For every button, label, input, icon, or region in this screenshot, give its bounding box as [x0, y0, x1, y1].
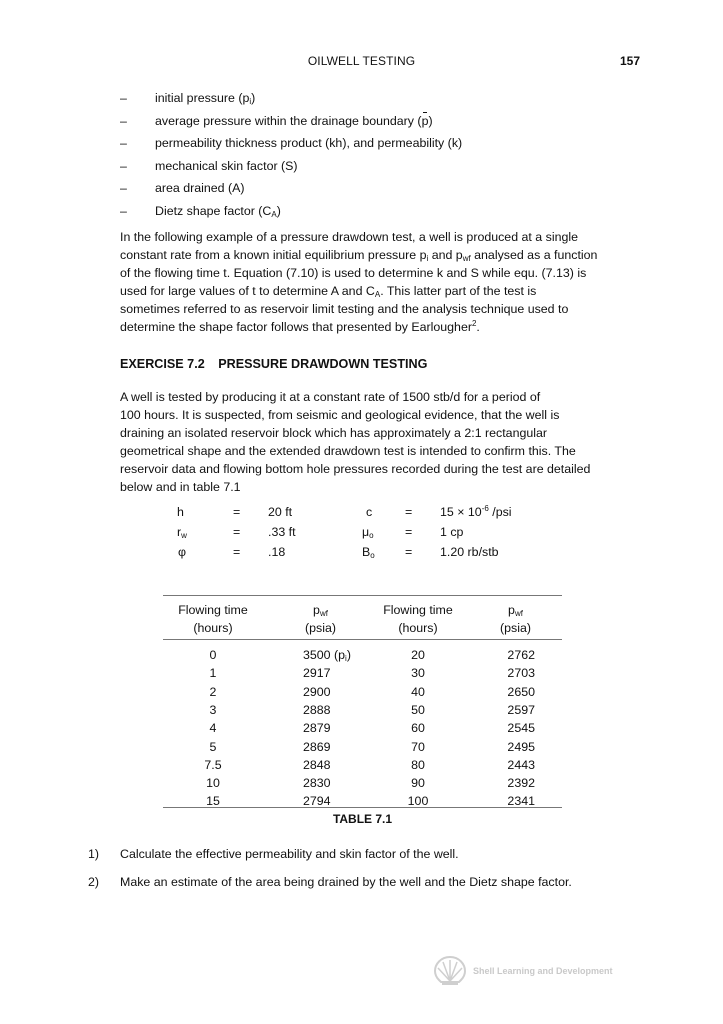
table-cell-time: 60: [411, 721, 425, 736]
header-line: Flowing time: [178, 603, 248, 617]
text-line: 100 hours. It is suspected, from seismic and geological evidence, that the well is: [120, 408, 560, 422]
table-cell-pwf: 2703: [507, 666, 535, 681]
text-span: . This latter part of the test is: [380, 284, 537, 298]
param-bo-symbol: [362, 542, 375, 562]
text-line: [120, 282, 640, 300]
question-text: Make an estimate of the area being drained by the well and the Dietz shape factor.: [120, 875, 572, 889]
subscript: o: [369, 531, 374, 540]
bullet-list: [120, 89, 660, 225]
table-cell-pwf: 2597: [507, 702, 535, 717]
header-line: (psia): [305, 621, 336, 635]
table-cell-pwf: 2443: [507, 757, 535, 772]
table-cell-pwf: 2341: [507, 794, 535, 809]
param-rw-equals: =: [233, 525, 241, 539]
intro-paragraph: [120, 228, 640, 336]
bullet-item-area: [120, 179, 660, 202]
col-header-pwf-1: [283, 601, 358, 637]
header-line: [478, 601, 553, 619]
subscript: w: [181, 531, 187, 540]
text-line: A well is tested by producing it at a constant rate of 1500 stb/d for a period of: [120, 390, 541, 404]
table-cell-time: 5: [209, 739, 217, 754]
param-rw-symbol: [177, 522, 187, 542]
subscript: wf: [462, 254, 471, 263]
bullet-item-average-pressure: [120, 112, 660, 135]
header-line: (hours): [193, 621, 233, 635]
table-cell-time: 2: [209, 684, 217, 699]
table-cell-pwf: 2848: [303, 757, 331, 772]
param-bo-equals: =: [405, 545, 413, 559]
text-line: of the flowing time t. Equation (7.10) is used to determine k and S while equ. (7.13) is: [120, 266, 587, 280]
bullet-text-end: ): [276, 203, 281, 218]
subscript: A: [374, 290, 381, 299]
bullet-item-dietz: [120, 202, 660, 225]
table-cell-time: 20: [411, 648, 425, 662]
table-cell-pwf: 2879: [303, 721, 331, 736]
symbol: p: [313, 603, 320, 617]
header-line: Flowing time: [383, 603, 453, 617]
table-cell-time: 40: [411, 684, 425, 699]
page-number: 157: [619, 54, 640, 68]
bullet-text: average pressure within the drainage boundary (: [155, 113, 422, 128]
question-text: Calculate the effective permeability and skin factor of the well.: [120, 847, 459, 861]
table-cell-time: 7.5: [204, 757, 222, 772]
table-cell-time: 4: [209, 721, 217, 736]
bullet-dash: –: [120, 158, 127, 173]
table-cell-pwf: 2545: [507, 721, 535, 736]
param-phi-equals: =: [233, 545, 241, 559]
text-span: ): [346, 648, 351, 662]
bullet-dash: –: [120, 181, 127, 196]
table-cell-time: 30: [411, 666, 425, 681]
symbol: μ: [362, 525, 370, 539]
text-line: [120, 318, 640, 336]
table-cell-time: 50: [411, 702, 425, 717]
param-bo-value: 1.20 rb/stb: [440, 545, 499, 559]
text-span: determine the shape factor follows that presented by Earlougher: [120, 320, 472, 334]
param-h-equals: =: [233, 505, 241, 519]
text-line: [120, 246, 640, 264]
col-header-time-2: [368, 601, 468, 637]
bullet-text: Dietz shape factor (C: [155, 203, 272, 218]
col-header-time-1: [163, 601, 263, 637]
text-span: .: [476, 320, 480, 334]
bullet-item-skin: [120, 157, 660, 180]
text-span: constant rate from a known initial equilibrium pressure p: [120, 248, 427, 262]
table-header-rule: [163, 639, 562, 640]
bullet-text: initial pressure (p: [155, 91, 250, 105]
exercise-paragraph: [120, 388, 640, 496]
table-cell-time: 15: [206, 794, 220, 809]
p-bar-symbol: p: [421, 113, 429, 128]
param-mu-equals: =: [405, 525, 413, 539]
bullet-text-end: ): [251, 91, 256, 105]
symbol: B: [362, 545, 371, 559]
symbol: r: [177, 525, 182, 539]
table-cell-pwf: 2495: [507, 739, 535, 754]
exercise-title: PRESSURE DRAWDOWN TESTING: [218, 357, 428, 371]
subscript: o: [370, 551, 375, 560]
exercise-number: EXERCISE 7.2: [120, 357, 205, 371]
header-line: (psia): [500, 621, 531, 635]
text-span: and p: [428, 248, 463, 262]
superscript: -6: [481, 504, 489, 513]
bullet-text: mechanical skin factor (S): [155, 158, 298, 173]
col-header-pwf-2: [478, 601, 553, 637]
subscript: wf: [319, 609, 328, 618]
table-cell-time: 1: [209, 666, 217, 681]
bullet-dash: –: [120, 136, 127, 151]
bullet-text: area drained (A): [155, 181, 245, 196]
superscript: 2: [471, 319, 477, 328]
param-phi-value: .18: [268, 545, 286, 559]
table-cell-pwf: 2917: [303, 666, 331, 681]
text-line: sometimes referred to as reservoir limit testing and the analysis technique used to: [120, 302, 569, 316]
exercise-heading: [120, 357, 427, 371]
text-line: In the following example of a pressure drawdown test, a well is produced at a single: [120, 230, 579, 244]
param-h-symbol: h: [177, 505, 184, 519]
text-span: 3500 (p: [303, 648, 346, 662]
text-span: analysed as a function: [470, 248, 598, 262]
bullet-item-permeability: [120, 134, 660, 157]
question-number: 2): [88, 875, 100, 889]
table-top-rule: [163, 595, 562, 596]
param-h-value: 20 ft: [268, 505, 293, 519]
param-c-symbol: c: [366, 505, 373, 519]
running-header: OILWELL TESTING: [307, 54, 416, 68]
subscript: A: [271, 209, 277, 219]
param-mu-value: 1 cp: [440, 525, 464, 539]
table-cell-pwf: 2888: [303, 702, 331, 717]
table-cell-pwf: 2794: [303, 794, 331, 809]
text-span: /psi: [488, 505, 512, 519]
bullet-item-initial-pressure: [120, 89, 660, 112]
question-number: 1): [88, 847, 100, 861]
footer-logo: [432, 955, 642, 989]
bullet-dash: –: [120, 91, 127, 105]
text-line: reservoir data and flowing bottom hole pressures recorded during the test are detailed: [120, 462, 591, 476]
param-c-value: [440, 502, 512, 522]
bullet-text-end: ): [428, 113, 433, 128]
table-cell-time: 80: [411, 757, 425, 772]
header-line: [283, 601, 358, 619]
table-cell-pwf: 2830: [303, 776, 331, 791]
subscript: i: [249, 97, 252, 106]
table-cell-time: 90: [411, 776, 425, 791]
footer-logo-text: Shell Learning and Development: [473, 966, 613, 976]
table-cell-pwf: 2392: [507, 776, 535, 791]
bullet-dash: –: [120, 113, 127, 128]
param-mu-symbol: [362, 522, 374, 542]
text-line: geometrical shape and the extended drawdown test is intended to confirm this. The: [120, 444, 576, 458]
table-cell-time: 3: [209, 702, 217, 717]
table-cell-pwf: 2900: [303, 684, 331, 699]
table-cell-pwf: 2869: [303, 739, 331, 754]
header-line: (hours): [398, 621, 438, 635]
table-cell-time: 0: [209, 648, 217, 662]
table-cell-time: 100: [407, 794, 429, 809]
text-line: draining an isolated reservoir block which has approximately a 2:1 rectangular: [120, 426, 548, 440]
table-cell-pwf: 2762: [507, 648, 535, 662]
bullet-dash: –: [120, 203, 127, 218]
symbol: p: [508, 603, 515, 617]
table-caption: TABLE 7.1: [332, 812, 393, 826]
text-span: 15 × 10: [440, 505, 482, 519]
text-span: used for large values of t to determine A and C: [120, 284, 375, 298]
param-c-equals: =: [405, 505, 413, 519]
table-cell-time: 70: [411, 739, 425, 754]
shell-logo-icon: [432, 955, 468, 987]
table-cell-time: 10: [206, 776, 220, 791]
table-cell-pwf: 2650: [507, 684, 535, 699]
text-line: below and in table 7.1: [120, 480, 241, 494]
param-rw-value: .33 ft: [268, 525, 296, 539]
param-phi-symbol: φ: [178, 545, 187, 559]
subscript: i: [426, 254, 429, 263]
subscript: wf: [514, 609, 523, 618]
bullet-text: permeability thickness product (kh), and permeability (k): [155, 136, 463, 151]
subscript: i: [345, 654, 347, 663]
